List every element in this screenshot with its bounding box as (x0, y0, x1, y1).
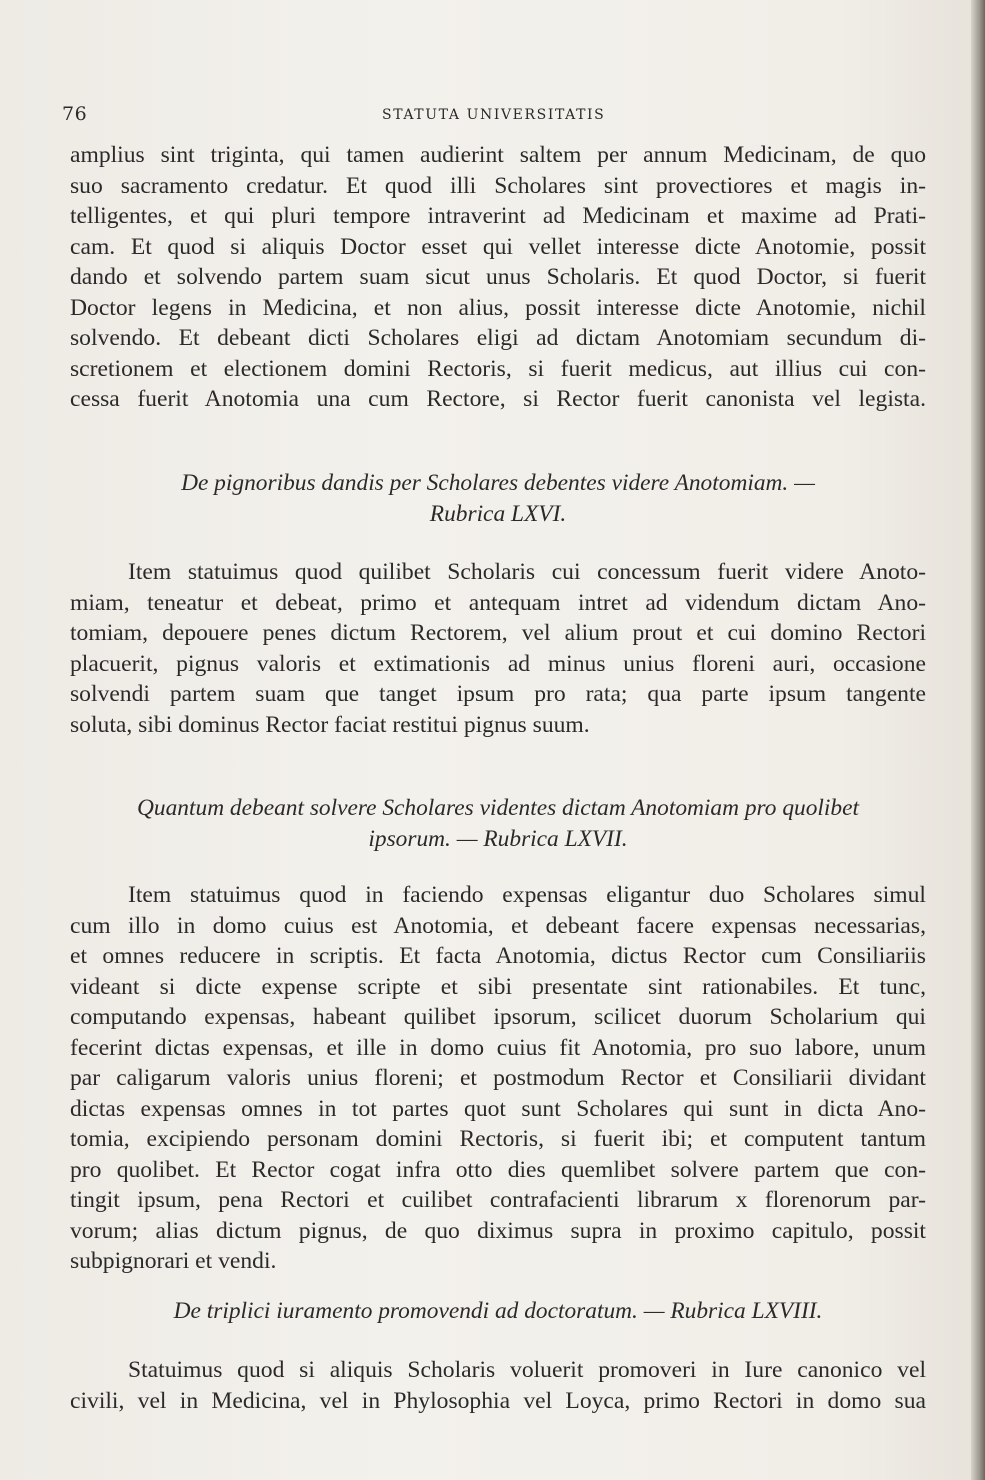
text-line: soluta, sibi dominus Rector faciat restitui pignus suum. (70, 711, 590, 738)
running-title: STATUTA UNIVERSITATIS (382, 107, 606, 123)
text-line: pro quolibet. Et Rector cogat infra otto dies quemlibet solvere partem que con- (70, 1156, 926, 1183)
text-line: fecerint dictas expensas, et ille in domo cuius fit Anotomia, pro suo labore, unum (70, 1034, 926, 1061)
rubric-line: De pignoribus dandis per Scholares debentes videre Anotomiam. — (181, 470, 815, 496)
rubric-lxviii (70, 1296, 926, 1327)
page-number: 76 (62, 103, 88, 125)
text-line: telligentes, et qui pluri tempore intraverint ad Medicinam et maxime ad Prati- (70, 203, 926, 229)
text-line: et omnes reducere in scriptis. Et facta Anotomia, dictus Rector cum Consiliariis (70, 943, 926, 969)
text-line: vorum; alias dictum pignus, de quo diximus supra in proximo capitulo, possit (70, 1217, 926, 1244)
rubric-line: ipsorum. — Rubrica LXVII. (368, 825, 628, 852)
text-line: cam. Et quod si aliquis Doctor esset qui vellet interesse dicte Anotomie, possit (70, 233, 926, 260)
text-line: tomiam, depouere penes dictum Rectorem, vel alium prout et cui domino Rectori (70, 620, 926, 646)
rubric-lxvii (70, 793, 926, 854)
text-line: civili, vel in Medicina, vel in Phylosophia vel Loyca, primo Rectori in domo sua (70, 1387, 926, 1414)
paragraph-2 (70, 557, 926, 740)
text-line: dando et solvendo partem suam sicut unus Scholaris. Et quod Doctor, si fuerit (70, 264, 926, 290)
text-line: Doctor legens in Medicina, et non alius, possit interesse dicte Anotomie, nichil (70, 294, 926, 321)
page-header (62, 103, 922, 129)
paragraph-1 (70, 140, 926, 415)
text-line: par caligarum valoris unius floreni; et postmodum Rector et Consiliarii dividant (70, 1065, 926, 1091)
page-edge-shadow (971, 0, 985, 1480)
text-line: dictas expensas omnes in tot partes quot sunt Scholares qui sunt in dicta Ano- (70, 1095, 926, 1122)
paragraph-3 (70, 880, 926, 1277)
paragraph-4 (70, 1355, 926, 1416)
text-line: solvendo. Et debeant dicti Scholares eligi ad dictam Anotomiam secundum di- (70, 325, 926, 351)
text-line: tingit ipsum, pena Rectori et cuilibet contrafacienti librarum x florenorum par- (70, 1187, 926, 1213)
text-line: amplius sint triginta, qui tamen audierint saltem per annum Medicinam, de quo (70, 142, 926, 168)
rubric-line: Rubrica LXVI. (429, 500, 567, 527)
text-line: suo sacramento credatur. Et quod illi Scholares sint provectiores et magis in- (70, 172, 926, 199)
rubric-line: Quantum debeant solvere Scholares videntes dictam Anotomiam pro quolibet (137, 795, 859, 821)
rubric-lxvi (70, 468, 926, 529)
text-line: placuerit, pignus valoris et extimationis ad minus unius floreni auri, occasione (70, 650, 926, 677)
text-line: cum illo in domo cuius est Anotomia, et debeant facere expensas necessarias, (70, 912, 926, 939)
text-line: computando expensas, habeant quilibet ipsorum, scilicet duorum Scholarium qui (70, 1004, 926, 1030)
text-line: videant si dicte expense scripte et sibi presentate sint rationabiles. Et tunc, (70, 973, 926, 1000)
text-line: subpignorari et vendi. (70, 1248, 277, 1274)
text-line: tomia, excipiendo personam domini Rectoris, si fuerit ibi; et computent tantum (70, 1126, 926, 1152)
text-line: Item statuimus quod in faciendo expensas eligantur duo Scholares simul (128, 882, 926, 908)
text-line: solvendi partem suam que tanget ipsum pro rata; qua parte ipsum tangente (70, 681, 926, 707)
text-line: scretionem et electionem domini Rectoris, si fuerit medicus, aut illius cui con- (70, 355, 926, 382)
rubric-line: De triplici iuramento promovendi ad doctoratum. — Rubrica LXVIII. (173, 1298, 823, 1324)
text-line: miam, teneatur et debeat, primo et antequam intret ad videndum dictam Ano- (70, 589, 926, 616)
text-line: Item statuimus quod quilibet Scholaris cui concessum fuerit videre Anoto- (128, 559, 926, 585)
text-line: Statuimus quod si aliquis Scholaris voluerit promoveri in Iure canonico vel (128, 1357, 926, 1383)
text-line: cessa fuerit Anotomia una cum Rectore, si Rector fuerit canonista vel legista. (70, 386, 926, 412)
